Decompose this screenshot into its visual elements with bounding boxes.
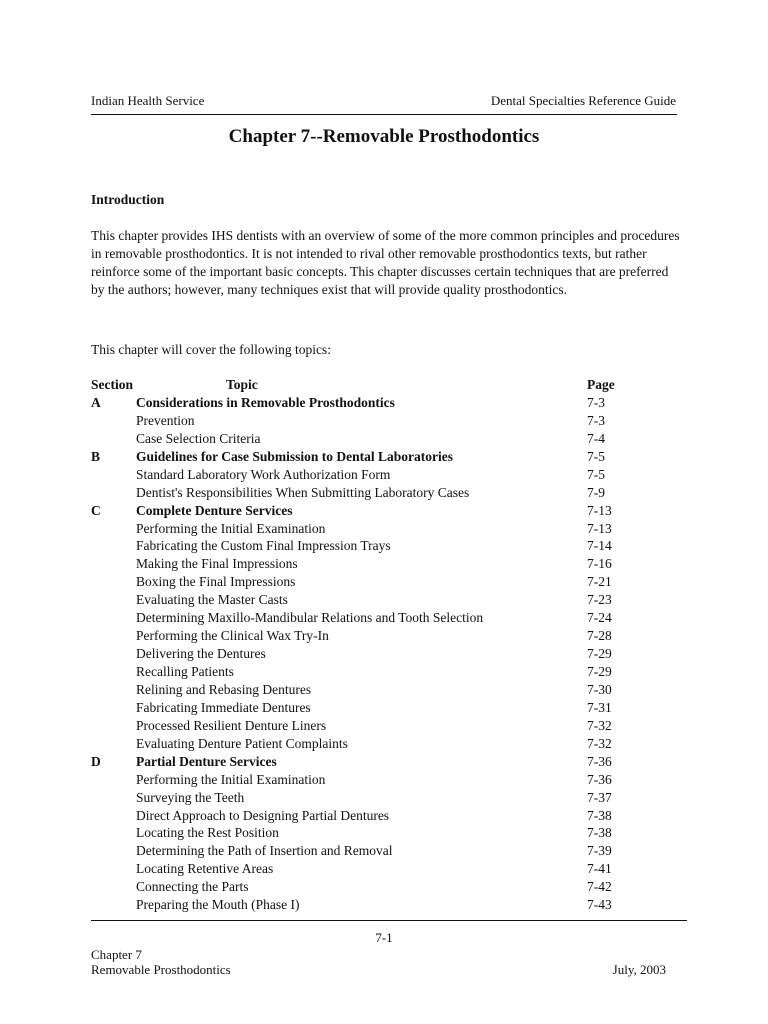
table-row xyxy=(91,771,681,789)
row-topic: Determining the Path of Insertion and Removal xyxy=(136,843,393,859)
table-row xyxy=(91,896,681,914)
footer-rule xyxy=(91,920,687,921)
page-number: 7-1 xyxy=(375,930,393,945)
table-row xyxy=(91,573,681,591)
row-page: 7-5 xyxy=(587,466,605,482)
row-page: 7-21 xyxy=(587,574,612,590)
row-topic: Prevention xyxy=(136,412,195,428)
row-topic: Boxing the Final Impressions xyxy=(136,574,296,590)
footer-subject: Removable Prosthodontics xyxy=(91,962,231,977)
topics-table xyxy=(91,376,681,914)
row-topic: Fabricating Immediate Dentures xyxy=(136,699,311,715)
row-page: 7-28 xyxy=(587,628,612,644)
topics-table-header xyxy=(91,376,681,394)
row-page: 7-16 xyxy=(587,556,612,572)
table-row xyxy=(91,502,681,520)
row-page: 7-9 xyxy=(587,484,605,500)
row-page: 7-29 xyxy=(587,664,612,679)
row-topic: Delivering the Dentures xyxy=(136,646,266,662)
row-page: 7-3 xyxy=(587,394,605,410)
introduction-paragraph: This chapter provides IHS dentists with an overview of some of the more common principles and procedures in removable prosthodontics. It is not intended to rival other removable prosthodontics texts, but rather reinforce some of the important basic concepts. This chapter discusses certain techniques that are preferred by the authors; however, many techniques exist that will provide quality prosthodontics. xyxy=(91,228,680,297)
table-row xyxy=(91,753,681,771)
row-page: 7-4 xyxy=(587,430,605,446)
row-page: 7-13 xyxy=(587,502,612,518)
row-page: 7-23 xyxy=(587,592,612,608)
row-topic: Recalling Patients xyxy=(136,664,234,679)
row-page: 7-31 xyxy=(587,699,612,715)
table-row xyxy=(91,484,681,502)
table-row xyxy=(91,591,681,609)
row-topic: Complete Denture Services xyxy=(136,502,293,518)
topics-table-body xyxy=(91,394,681,914)
table-row xyxy=(91,555,681,573)
row-topic: Locating the Rest Position xyxy=(136,825,279,841)
header-rule xyxy=(91,114,677,115)
table-row xyxy=(91,699,681,717)
row-topic: Direct Approach to Designing Partial Dentures xyxy=(136,807,390,823)
row-page: 7-42 xyxy=(587,879,612,895)
column-header-section: Section xyxy=(91,377,133,392)
column-header-topic: Topic xyxy=(226,377,258,392)
table-row xyxy=(91,448,681,466)
row-page: 7-29 xyxy=(587,646,612,662)
table-row xyxy=(91,627,681,645)
row-page: 7-14 xyxy=(587,538,612,554)
row-topic: Fabricating the Custom Final Impression Trays xyxy=(136,538,391,554)
row-section: C xyxy=(91,502,101,518)
row-topic: Relining and Rebasing Dentures xyxy=(136,681,312,697)
row-topic: Making the Final Impressions xyxy=(136,556,298,572)
row-page: 7-37 xyxy=(587,789,612,805)
row-topic: Performing the Initial Examination xyxy=(136,520,326,536)
row-topic: Case Selection Criteria xyxy=(136,430,261,446)
row-page: 7-24 xyxy=(587,610,612,626)
row-topic: Connecting the Parts xyxy=(136,879,249,895)
row-page: 7-30 xyxy=(587,681,612,697)
chapter-title: Chapter 7--Removable Prosthodontics xyxy=(228,126,540,147)
row-topic: Processed Resilient Denture Liners xyxy=(136,717,327,733)
table-row xyxy=(91,789,681,807)
table-row xyxy=(91,681,681,699)
row-page: 7-38 xyxy=(587,825,612,841)
table-row xyxy=(91,412,681,430)
row-page: 7-41 xyxy=(587,861,612,877)
table-row xyxy=(91,842,681,860)
row-topic: Considerations in Removable Prosthodontics xyxy=(136,394,395,410)
row-topic: Performing the Initial Examination xyxy=(136,771,326,787)
row-page: 7-32 xyxy=(587,735,612,751)
column-header-page: Page xyxy=(587,377,615,392)
row-section: B xyxy=(91,448,101,464)
row-topic: Dentist's Responsibilities When Submitting Laboratory Cases xyxy=(136,484,470,500)
row-topic: Standard Laboratory Work Authorization Form xyxy=(136,466,391,482)
row-page: 7-32 xyxy=(587,717,612,733)
table-row xyxy=(91,466,681,484)
row-topic: Performing the Clinical Wax Try-In xyxy=(136,628,329,644)
table-row xyxy=(91,824,681,842)
running-header-right: Dental Specialties Reference Guide xyxy=(490,93,676,108)
row-topic: Evaluating the Master Casts xyxy=(136,592,288,608)
row-topic: Partial Denture Services xyxy=(136,753,277,769)
table-row xyxy=(91,394,681,412)
table-row xyxy=(91,878,681,896)
table-row xyxy=(91,663,681,681)
row-page: 7-36 xyxy=(587,753,612,769)
table-row xyxy=(91,735,681,753)
row-page: 7-39 xyxy=(587,843,612,859)
row-page: 7-38 xyxy=(587,807,612,823)
row-page: 7-43 xyxy=(587,897,612,913)
table-row xyxy=(91,430,681,448)
introduction-heading: Introduction xyxy=(91,192,165,207)
row-topic: Evaluating Denture Patient Complaints xyxy=(136,735,348,751)
row-topic: Surveying the Teeth xyxy=(136,789,245,805)
table-row xyxy=(91,609,681,627)
row-topic: Guidelines for Case Submission to Dental Laboratories xyxy=(136,448,454,464)
topics-lead-in: This chapter will cover the following topics: xyxy=(91,342,331,357)
footer-chapter: Chapter 7 xyxy=(91,947,142,962)
row-page: 7-3 xyxy=(587,412,605,428)
footer-date: July, 2003 xyxy=(612,962,666,977)
row-topic: Determining Maxillo-Mandibular Relations and Tooth Selection xyxy=(136,610,484,626)
table-row xyxy=(91,520,681,538)
row-topic: Locating Retentive Areas xyxy=(136,861,274,877)
table-row xyxy=(91,645,681,663)
row-topic: Preparing the Mouth (Phase I) xyxy=(136,897,300,913)
row-section: A xyxy=(91,394,101,410)
table-row xyxy=(91,860,681,878)
row-section: D xyxy=(91,753,101,769)
row-page: 7-36 xyxy=(587,771,612,787)
row-page: 7-13 xyxy=(587,520,612,536)
table-row xyxy=(91,807,681,825)
row-page: 7-5 xyxy=(587,448,605,464)
table-row xyxy=(91,537,681,555)
running-header-left: Indian Health Service xyxy=(91,93,205,108)
table-row xyxy=(91,717,681,735)
